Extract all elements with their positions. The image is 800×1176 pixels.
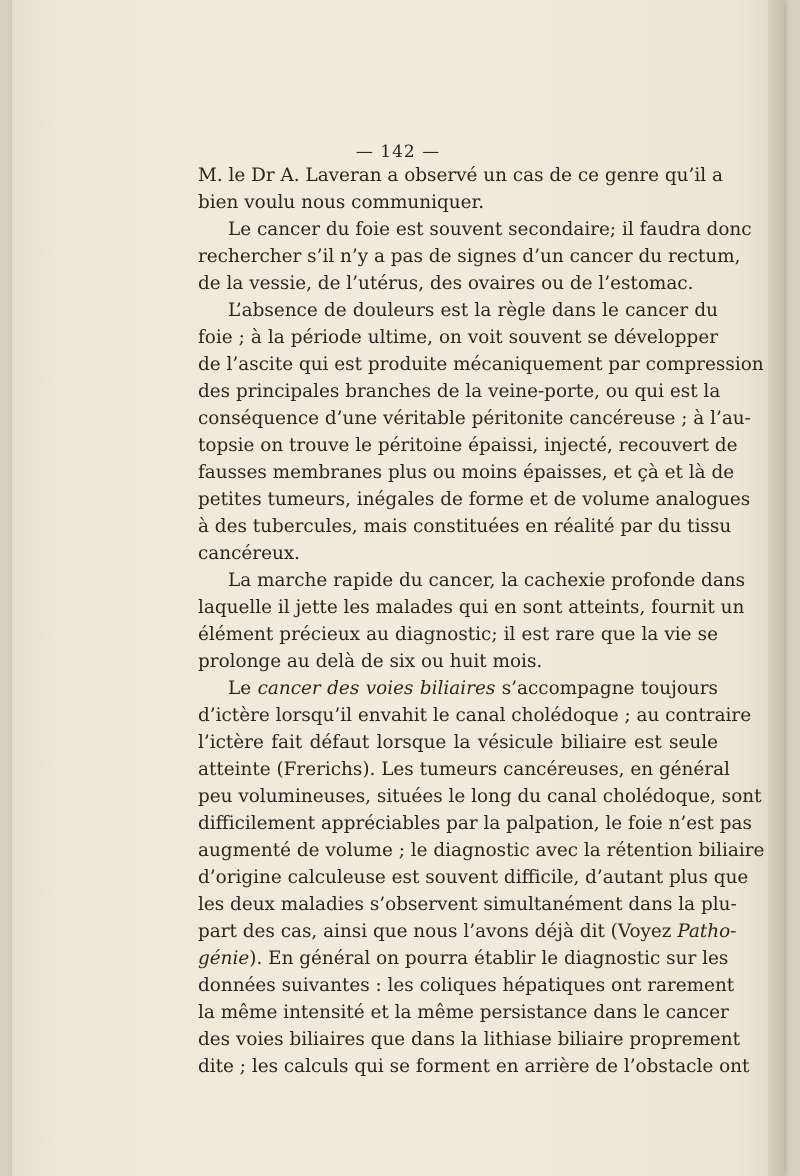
text-line: l’ictère fait défaut lorsque la vésicule biliaire est seule [198, 732, 718, 753]
italic-term: génie [198, 948, 250, 969]
text-line: fausses membranes plus ou moins épaisses, et çà et là de [198, 462, 735, 483]
text-line: d’origine calculeuse est souvent difficile, d’autant plus que [198, 867, 749, 888]
text-line: des principales branches de la veine-porte, ou qui est la [198, 381, 721, 402]
page-number: — 142 — [355, 142, 441, 162]
text-line: petites tumeurs, inégales de forme et de volume analogues [198, 489, 751, 510]
body-text [198, 162, 765, 1080]
page-edge [768, 0, 784, 1176]
text-line: rechercher s’il n’y a pas de signes d’un cancer du rectum, [198, 246, 741, 267]
text-line [198, 945, 729, 972]
text-line: données suivantes : les coliques hépatiques ont rarement [198, 975, 735, 996]
italic-term: Patho- [677, 921, 737, 942]
text-line: à des tubercules, mais constituées en réalité par du tissu [198, 516, 732, 537]
text-line: prolonge au delà de six ou huit mois. [198, 651, 543, 672]
text-line: La marche rapide du cancer, la cachexie profonde dans [228, 570, 746, 591]
text-segment: s’accompagne toujours [495, 678, 718, 699]
text-line: des voies biliaires que dans la lithiase biliaire proprement [198, 1029, 741, 1050]
text-segment: Le [228, 678, 258, 699]
text-line: topsie on trouve le péritoine épaissi, injecté, recouvert de [198, 435, 738, 456]
text-line: peu volumineuses, situées le long du canal cholédoque, sont [198, 786, 762, 807]
italic-term: cancer des voies biliaires [257, 678, 496, 699]
text-line: la même intensité et la même persistance dans le cancer [198, 1002, 729, 1023]
text-line: Le cancer du foie est souvent secondaire; il faudra donc [228, 219, 752, 240]
text-line: de la vessie, de l’utérus, des ovaires ou de l’estomac. [198, 273, 694, 294]
text-line: dite ; les calculs qui se forment en arrière de l’obstacle ont [198, 1056, 750, 1077]
text-segment: ). En général on pourra établir le diagnostic sur les [249, 948, 729, 969]
text-line: augmenté de volume ; le diagnostic avec la rétention biliaire [198, 840, 765, 861]
book-page [12, 0, 784, 1176]
text-line: d’ictère lorsqu’il envahit le canal cholédoque ; au contraire [198, 705, 752, 726]
text-line: L’absence de douleurs est la règle dans le cancer du [228, 300, 718, 321]
text-line: élément précieux au diagnostic; il est rare que la vie se [198, 624, 718, 645]
text-line [198, 918, 737, 945]
text-line: foie ; à la période ultime, on voit souvent se développer [198, 327, 718, 348]
text-line: de l’ascite qui est produite mécaniquement par compression [198, 354, 764, 375]
text-line: M. le Dr A. Laveran a observé un cas de ce genre qu’il a [198, 165, 723, 186]
text-segment: part des cas, ainsi que nous l’avons déjà dit (Voyez [198, 921, 678, 942]
text-line: les deux maladies s’observent simultanément dans la plu- [198, 894, 737, 915]
text-line: conséquence d’une véritable péritonite cancéreuse ; à l’au- [198, 408, 751, 429]
text-line [198, 675, 718, 702]
text-line: atteinte (Frerichs). Les tumeurs cancéreuses, en général [198, 759, 730, 780]
text-line: bien voulu nous communiquer. [198, 192, 485, 213]
text-line: difficilement appréciables par la palpation, le foie n’est pas [198, 813, 752, 834]
text-line: cancéreux. [198, 543, 301, 564]
text-line: laquelle il jette les malades qui en sont atteints, fournit un [198, 597, 745, 618]
